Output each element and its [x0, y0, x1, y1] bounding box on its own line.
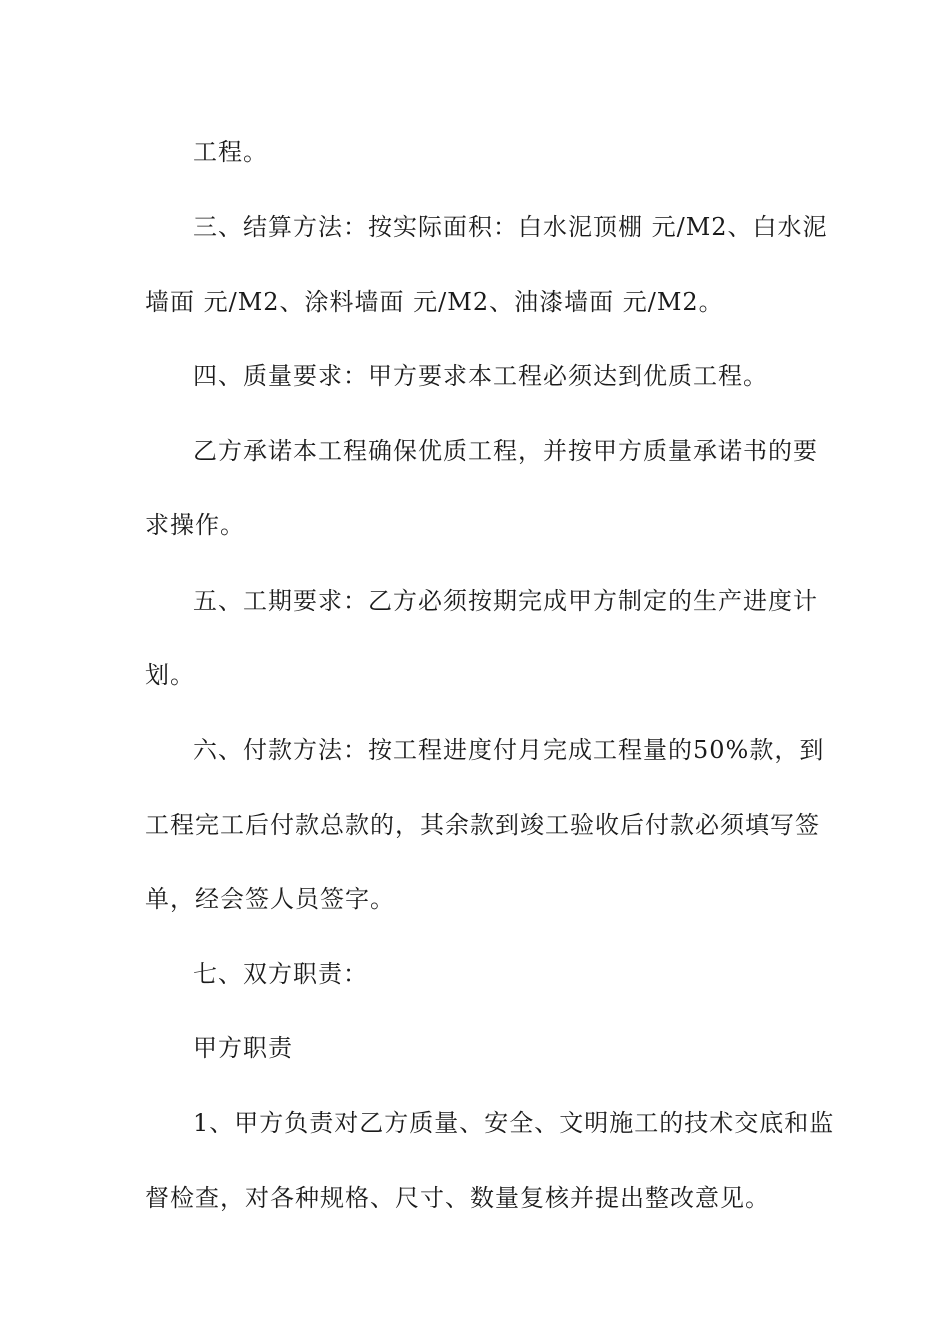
- paragraph-line: 三、结算方法：按实际面积：白水泥顶棚 元/M2、白水泥: [193, 213, 828, 241]
- paragraph-line: 划。: [145, 661, 195, 689]
- paragraph-line: 工程。: [193, 138, 268, 166]
- paragraph-line: 1、甲方负责对乙方质量、安全、文明施工的技术交底和监: [193, 1109, 835, 1137]
- paragraph-line: 六、付款方法：按工程进度付月完成工程量的50%款，到: [193, 736, 825, 764]
- paragraph-line: 甲方职责: [193, 1034, 293, 1062]
- paragraph-line: 求操作。: [145, 511, 245, 539]
- paragraph-line: 七、双方职责：: [193, 960, 368, 988]
- paragraph-line: 督检查，对各种规格、尺寸、数量复核并提出整改意见。: [145, 1184, 770, 1212]
- paragraph-line: 四、质量要求：甲方要求本工程必须达到优质工程。: [193, 362, 768, 390]
- paragraph-line: 乙方承诺本工程确保优质工程，并按甲方质量承诺书的要: [193, 437, 818, 465]
- paragraph-line: 墙面 元/M2、涂料墙面 元/M2、油漆墙面 元/M2。: [145, 288, 724, 316]
- paragraph-line: 工程完工后付款总款的，其余款到竣工验收后付款必须填写签: [145, 811, 820, 839]
- paragraph-line: 单，经会签人员签字。: [145, 885, 395, 913]
- paragraph-line: 五、工期要求：乙方必须按期完成甲方制定的生产进度计: [193, 587, 818, 615]
